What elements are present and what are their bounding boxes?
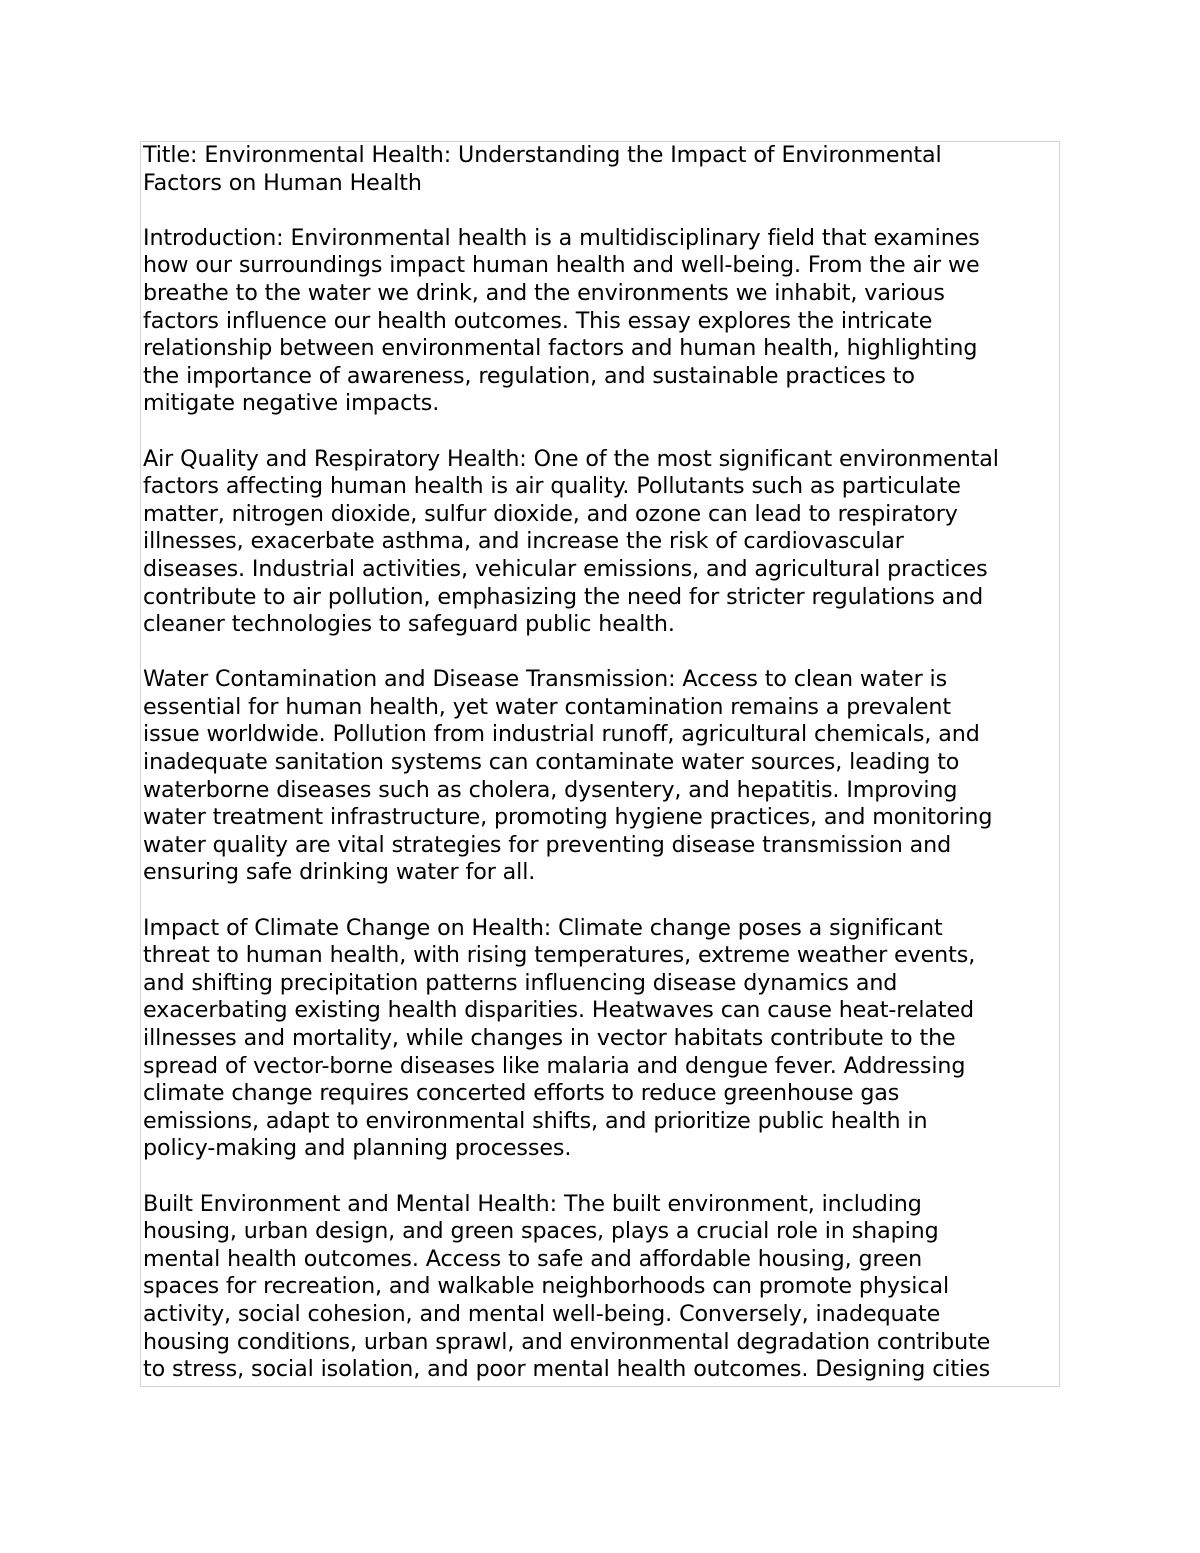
paragraph-line: inadequate sanitation systems can contaminate water sources, leading to [143, 749, 960, 776]
paragraph-introduction [143, 225, 1059, 418]
paragraph-climate-change [143, 915, 1059, 1163]
paragraph-line: matter, nitrogen dioxide, sulfur dioxide, and ozone can lead to respiratory [143, 500, 958, 527]
title-line: Factors on Human Health [143, 169, 422, 196]
paragraph-line: Water Contamination and Disease Transmission: Access to clean water is [143, 666, 948, 693]
essay-title [143, 142, 1059, 197]
paragraph-line: and shifting precipitation patterns influencing disease dynamics and [143, 969, 898, 996]
paragraph-line: ensuring safe drinking water for all. [143, 859, 536, 886]
paragraph-line: illnesses, exacerbate asthma, and increase the risk of cardiovascular [143, 528, 904, 555]
paragraph-line: mitigate negative impacts. [143, 390, 440, 417]
paragraph-line: illnesses and mortality, while changes in vector habitats contribute to the [143, 1025, 956, 1051]
paragraph-line: breathe to the water we drink, and the environments we inhabit, various [143, 279, 945, 306]
paragraph-gap [143, 197, 1059, 225]
paragraph-line: threat to human health, with rising temperatures, extreme weather events, [143, 942, 976, 969]
paragraph-line: mental health outcomes. Access to safe and affordable housing, green [143, 1245, 923, 1272]
paragraph-line: to stress, social isolation, and poor mental health outcomes. Designing cities [143, 1356, 991, 1383]
paragraph-line: factors affecting human health is air quality. Pollutants such as particulate [143, 473, 961, 500]
essay-body [143, 142, 1059, 1384]
paragraph-line: factors influence our health outcomes. This essay explores the intricate [143, 307, 933, 334]
paragraph-line: exacerbating existing health disparities. Heatwaves can cause heat-related [143, 997, 975, 1024]
title-line: Title: Environmental Health: Understanding the Impact of Environmental [143, 142, 942, 168]
paragraph-gap [143, 418, 1059, 446]
paragraph-line: spread of vector-borne diseases like malaria and dengue fever. Addressing [143, 1052, 966, 1079]
essay-text-box [140, 141, 1060, 1387]
paragraph-built-environment [143, 1191, 1059, 1384]
paragraph-line: issue worldwide. Pollution from industrial runoff, agricultural chemicals, and [143, 721, 980, 748]
paragraph-line: the importance of awareness, regulation, and sustainable practices to [143, 362, 915, 389]
paragraph-line: Impact of Climate Change on Health: Climate change poses a significant [143, 914, 943, 941]
paragraph-air-quality [143, 446, 1059, 639]
paragraph-line: housing conditions, urban sprawl, and environmental degradation contribute [143, 1328, 991, 1355]
paragraph-line: housing, urban design, and green spaces, plays a crucial role in shaping [143, 1218, 939, 1245]
paragraph-line: Introduction: Environmental health is a multidisciplinary field that examines [143, 224, 980, 251]
paragraph-line: emissions, adapt to environmental shifts, and prioritize public health in [143, 1107, 928, 1134]
paragraph-line: Air Quality and Respiratory Health: One of the most significant environmental [143, 445, 999, 472]
paragraph-gap [143, 639, 1059, 667]
paragraph-line: contribute to air pollution, emphasizing the need for stricter regulations and [143, 583, 984, 610]
paragraph-line: climate change requires concerted efforts to reduce greenhouse gas [143, 1080, 900, 1107]
paragraph-line: relationship between environmental factors and human health, highlighting [143, 335, 978, 362]
paragraph-line: waterborne diseases such as cholera, dysentery, and hepatitis. Improving [143, 776, 958, 803]
paragraph-line: diseases. Industrial activities, vehicular emissions, and agricultural practices [143, 555, 988, 582]
paragraph-line: cleaner technologies to safeguard public health. [143, 611, 675, 638]
paragraph-line: water quality are vital strategies for preventing disease transmission and [143, 831, 952, 858]
paragraph-line: Built Environment and Mental Health: The built environment, including [143, 1190, 922, 1217]
paragraph-water-contamination [143, 666, 1059, 887]
paragraph-line: activity, social cohesion, and mental well-being. Conversely, inadequate [143, 1300, 941, 1327]
paragraph-line: how our surroundings impact human health and well-being. From the air we [143, 252, 980, 279]
paragraph-line: essential for human health, yet water contamination remains a prevalent [143, 693, 951, 720]
paragraph-line: policy-making and planning processes. [143, 1135, 572, 1162]
paragraph-gap [143, 887, 1059, 915]
paragraph-gap [143, 1163, 1059, 1191]
paragraph-line: spaces for recreation, and walkable neighborhoods can promote physical [143, 1273, 950, 1300]
paragraph-line: water treatment infrastructure, promoting hygiene practices, and monitoring [143, 804, 993, 831]
